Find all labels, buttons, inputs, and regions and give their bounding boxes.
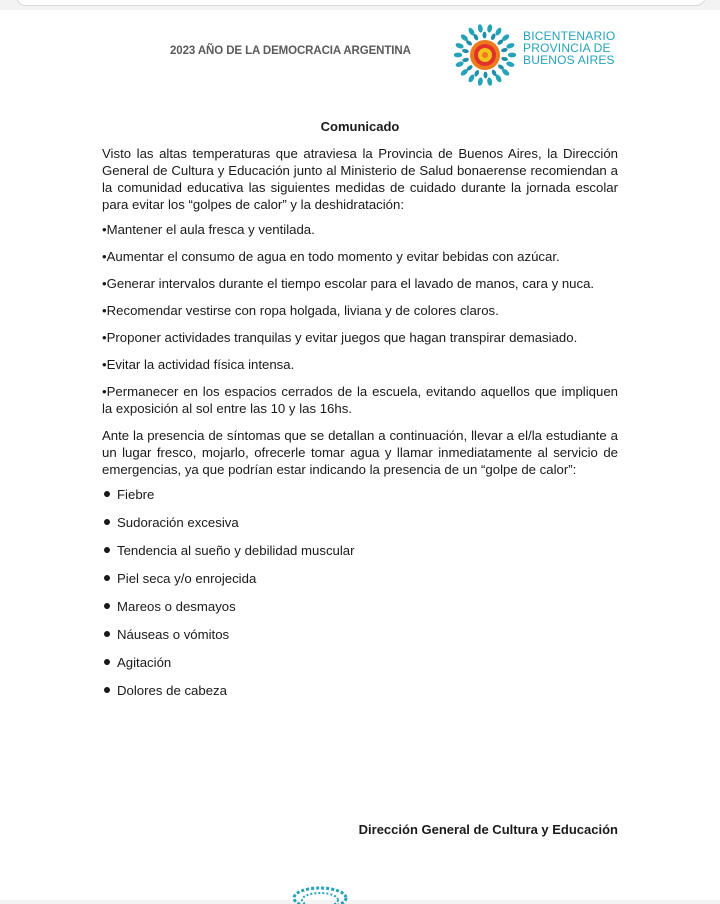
logo-petal [506,42,516,49]
logo-petal [455,61,465,68]
logo-petal [487,24,493,33]
bullet-icon [104,687,110,693]
logo-petal [506,61,516,68]
logo-petal [467,74,475,84]
symptom-item [102,486,618,514]
symptoms-list [102,486,618,710]
bicentenario-flower-logo-icon [284,884,356,904]
bullet-icon [104,575,110,581]
doc-title: Comunicado [320,119,400,134]
logo-line-2: PROVINCIA DE [523,41,611,55]
previous-card-edge [16,0,706,6]
logo-petal [474,69,480,77]
logo-petal [477,77,483,86]
bicentenario-flower-logo-icon [452,22,518,88]
logo-petal [477,24,483,33]
logo-line-1: BICENTENARIO [523,29,616,43]
bullet-icon [104,659,110,665]
logo-wordmark [523,30,643,66]
signature-line: Dirección General de Cultura y Educación [358,822,618,837]
symptom-item [102,570,618,598]
symptom-label: Dolores de cabeza [117,683,227,698]
measure-item: •Recomendar vestirse con ropa holgada, liviana y de colores claros. [102,303,499,318]
symptom-item [102,514,618,542]
bullet-icon [104,603,110,609]
symptom-label: Fiebre [117,487,155,502]
bullet-icon [104,547,110,553]
symptom-item [102,654,618,682]
logo-petal [487,77,493,86]
measure-item: •Aumentar el consumo de agua en todo momento y evitar bebidas con azúcar. [102,249,560,264]
measure-item: •Mantener el aula fresca y ventilada. [102,222,315,237]
bullet-icon [104,631,110,637]
symptom-label: Piel seca y/o enrojecida [117,571,257,586]
logo-petal [454,53,462,58]
logo-petal [482,32,486,39]
measure-item: •Permanecer en los espacios cerrados de la escuela, evitando aquellos que impliquen la exposición al sol entre las 10 y las 16hs. [102,384,618,416]
communique-body [102,118,618,710]
measure-item: •Generar intervalos durante el tiempo escolar para el lavado de manos, cara y nuca. [102,276,595,291]
symptom-label: Náuseas o vómitos [117,627,230,642]
logo-petal [508,53,516,58]
logo-petal [455,42,465,49]
symptoms-intro-paragraph: Ante la presencia de síntomas que se detallan a continuación, llevar a el/la estudiante a un lugar fresco, mojarlo, ofrecerle tomar agua y llamar inmediatamente al servicio de emergencias, ya que podrían estar indicando la presencia de un “golpe de calor”: [102,428,618,477]
bullet-icon [104,519,110,525]
measure-item: •Proponer actividades tranquilas y evitar juegos que hagan transpirar demasiado. [102,330,578,345]
letterhead [0,10,720,100]
logo-petal [501,47,509,53]
logo-petal [490,33,496,41]
symptom-label: Tendencia al sueño y debilidad muscular [117,543,355,558]
document-page [0,10,720,900]
symptom-label: Sudoración excesiva [117,515,239,530]
symptom-label: Mareos o desmayos [117,599,236,614]
measure-item: •Evitar la actividad física intensa. [102,357,295,372]
symptom-item [102,682,618,710]
logo-petal [501,56,508,61]
intro-paragraph: Visto las altas temperaturas que atraviesa la Provincia de Buenos Aires, la Dirección General de Cultura y Educación junto al Ministerio de Salud bonaerense recomiendan a la comunidad educativa las siguientes medidas de cuidado durante la jornada escolar para evitar los “golpes de calor” y la deshidratación: [102,146,618,212]
bullet-icon [104,491,110,497]
symptom-item [102,626,618,654]
symptom-label: Agitación [117,655,172,670]
measures-list [102,221,618,417]
symptom-item [102,598,618,626]
logo-petal [462,57,470,63]
symptom-item [102,542,618,570]
logo-petal [483,72,487,79]
logo-line-3: BUENOS AIRES [523,53,615,67]
logo-petal [494,27,502,37]
year-motto: 2023 AÑO DE LA DEMOCRACIA ARGENTINA [170,45,411,57]
logo-petal [462,48,469,53]
